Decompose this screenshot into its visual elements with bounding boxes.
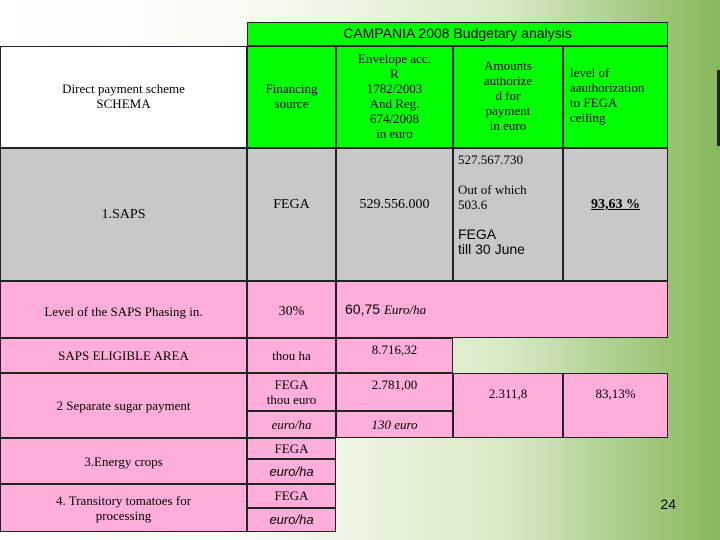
energy-unit-cell [247, 459, 336, 484]
phasing-percent: 30% [278, 304, 305, 319]
title-cell [247, 22, 668, 46]
header-envelope-line4: And Reg. [369, 96, 420, 111]
header-level-line2: aauthorization [570, 80, 645, 95]
tomatoes-unit: euro/ha [269, 512, 314, 527]
header-financing-line1: Financing [265, 81, 318, 96]
header-schema-line2: SCHEMA [96, 96, 151, 111]
phasing-label-cell [0, 281, 247, 338]
sugar-amount: 2.311,8 [488, 386, 528, 401]
saps-envelope-cell [336, 148, 453, 281]
header-envelope-line1: Envelope acc. [358, 51, 431, 66]
tomatoes-label-line1: 4. Transitory tomatoes for [55, 493, 192, 508]
saps-amount-total: 527.567.730 [458, 152, 523, 167]
sugar-envelope: 2.781,00 [371, 377, 418, 392]
sugar-rate-cell [336, 411, 453, 438]
energy-label-cell [0, 438, 247, 484]
phasing-value-line [345, 302, 426, 317]
saps-source-cell [247, 148, 336, 281]
header-amounts-line2: authorize [483, 73, 533, 88]
table-title: CAMPANIA 2008 Budgetary analysis [343, 25, 572, 41]
header-amounts-line1: Amounts [484, 58, 532, 73]
energy-unit: euro/ha [269, 464, 314, 479]
eligible-label: SAPS ELIGIBLE AREA [58, 348, 189, 363]
sugar-unit-cell [247, 411, 336, 438]
saps-amount-note2-line1: FEGA [458, 226, 497, 242]
sugar-source-line2: thou euro [266, 392, 317, 407]
saps-amount-note-line1: Out of which [458, 182, 527, 197]
saps-label-cell [0, 148, 247, 281]
tomatoes-label-cell [0, 484, 247, 532]
eligible-label-cell [0, 338, 247, 373]
header-amounts-line3: d for [495, 88, 521, 103]
phasing-unit: Euro/ha [383, 302, 427, 317]
saps-envelope: 529.556.000 [359, 197, 430, 212]
tomatoes-unit-cell [247, 508, 336, 532]
saps-source: FEGA [273, 197, 310, 212]
header-amounts-line5: in euro [489, 118, 527, 133]
sugar-label: 2 Separate sugar payment [56, 398, 191, 413]
header-level-line4: ceiling [570, 110, 606, 125]
sugar-source-cell [247, 373, 336, 411]
eligible-value: 8.716,32 [371, 342, 418, 357]
sugar-unit: euro/ha [271, 417, 312, 432]
energy-label: 3.Energy crops [84, 454, 163, 469]
saps-amount-note2-line2: till 30 June [458, 241, 525, 257]
energy-source-cell [247, 438, 336, 459]
header-envelope-line5: 674/2008 [369, 111, 420, 126]
header-envelope-cell [336, 46, 453, 148]
header-envelope-line6: in euro [376, 126, 413, 141]
tomatoes-label-line2: processing [95, 508, 152, 523]
header-schema-cell [0, 46, 247, 148]
saps-amount-note-line2: 503.6 [458, 197, 488, 212]
page-number: 24 [660, 496, 676, 512]
sugar-level-cell [563, 373, 668, 438]
sugar-level: 83,13% [595, 386, 636, 401]
sugar-source-line1: FEGA [274, 377, 309, 392]
header-amounts-line4: payment [485, 103, 531, 118]
phasing-label: Level of the SAPS Phasing in. [44, 304, 203, 319]
header-financing-cell [247, 46, 336, 148]
eligible-unit: thou ha [272, 348, 311, 363]
saps-label: 1.SAPS [101, 207, 146, 222]
sugar-amount-cell [453, 373, 563, 438]
header-envelope-line3: 1782/2003 [366, 81, 423, 96]
eligible-value-cell [336, 338, 453, 373]
header-level-line1: level of [570, 65, 610, 80]
sugar-rate: 130 euro [371, 417, 418, 432]
tomatoes-source-cell [247, 484, 336, 508]
energy-source: FEGA [274, 441, 309, 456]
header-level-line3: to FEGA [570, 95, 618, 110]
saps-amount-cell [453, 148, 563, 281]
sugar-label-cell [0, 373, 247, 438]
phasing-value: 60,75 [345, 301, 384, 317]
sugar-envelope-cell [336, 373, 453, 411]
header-level-cell [563, 46, 668, 148]
saps-level: 93,63 % [591, 197, 640, 212]
eligible-unit-cell [247, 338, 336, 373]
header-financing-line2: source [274, 96, 309, 111]
header-envelope-line2: R [390, 66, 399, 81]
tomatoes-source: FEGA [274, 488, 309, 503]
phasing-percent-cell [247, 281, 336, 338]
phasing-value-cell [336, 281, 668, 338]
header-amounts-cell [453, 46, 563, 148]
header-schema-line1: Direct payment scheme [62, 81, 185, 96]
saps-level-cell [563, 148, 668, 281]
